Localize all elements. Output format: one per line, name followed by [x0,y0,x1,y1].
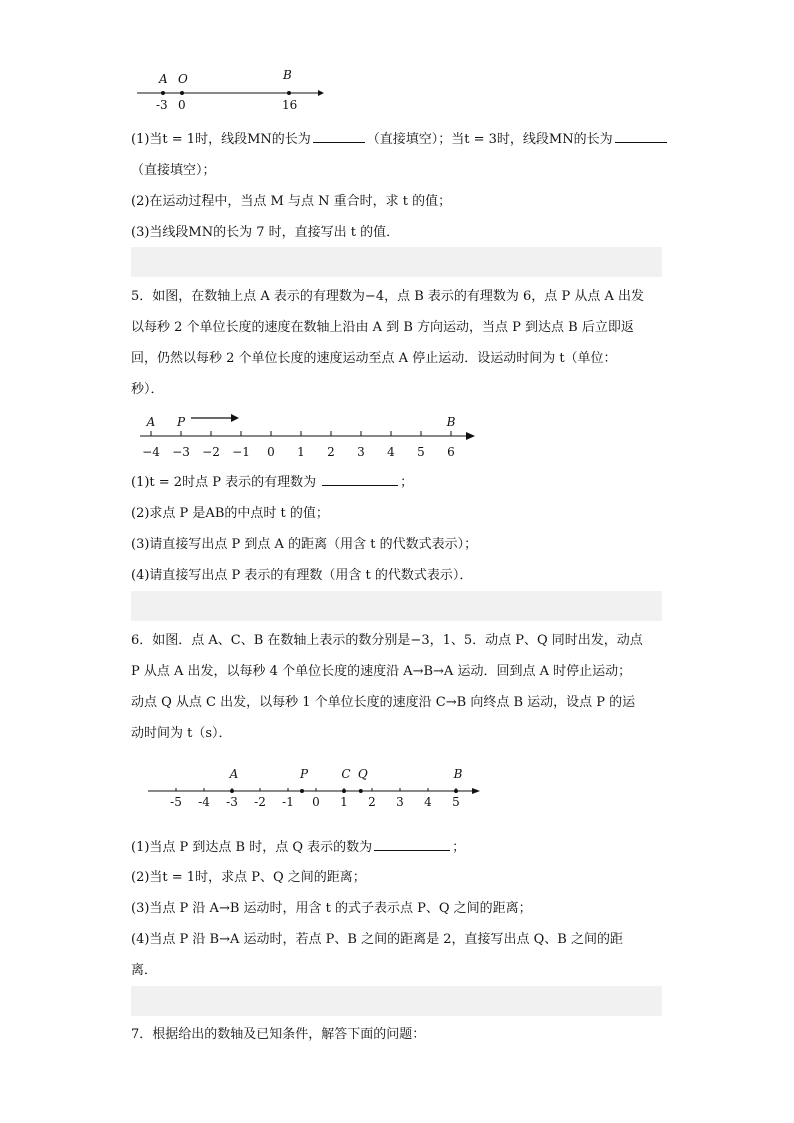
point-c [342,789,346,793]
tick-label: 3 [357,445,365,459]
q6-part-1 [131,838,671,857]
q7-stem-1 [131,1026,671,1044]
q4-p2-text: (2)在运动过程中，当点 M 与点 N 重合时，求 t 的值； [131,194,452,209]
tick-label: 4 [387,445,395,459]
tick-label: -5 [170,795,182,809]
tick-label: -1 [282,795,294,809]
q6-part-4-cont [131,962,671,980]
q5-text-3: 回，仍然以每秒 2 个单位长度的速度运动至点 A 停止运动．设运动时间为 t（单位： [131,351,617,366]
point-a [230,789,234,793]
q6-text-1: 6．如图．点 A、C、B 在数轴上表示的数分别是−3，1、5．动点 P、Q 同时出发，动点 [131,633,643,648]
tick-label: 3 [396,795,404,809]
label-b: B [283,68,292,82]
q4-p3-text: (3)当线段MN的长为 7 时，直接写出 t 的值． [131,225,400,240]
tick-label: 4 [424,795,432,809]
q4-p1-text-a: (1)当t = 1时，线段MN的长为 [131,132,311,147]
axis-arrow [472,788,480,794]
q4-p1-text-c: （直接填空）； [131,163,216,178]
q6-blank-1[interactable] [374,838,450,851]
tick-label-o: 0 [178,98,186,112]
q5-text-4: 秒）． [131,382,164,397]
tick-label: -3 [226,795,238,809]
q6-part-2 [131,869,671,887]
q5-p1-text-b: ； [400,475,414,490]
q6-answer-box[interactable] [131,986,662,1016]
q6-p1-text-a: (1)当点 P 到达点 B 时，点 Q 表示的数为 [131,840,373,855]
q5-p1-text-a: (1)t = 2时点 P 表示的有理数为 [131,475,317,490]
label-o: O [178,72,188,86]
tick-label: −1 [232,445,250,459]
q4-p1-text-b: （直接填空）；当t = 3时，线段MN的长为 [366,132,613,147]
tick-label: -4 [198,795,210,809]
tick-label-a: -3 [156,98,168,112]
q6-p1-text-b: ； [452,840,466,855]
q6-p4-text-a: (4)当点 P 沿 B→A 运动时，若点 P、B 之间的距离是 2，直接写出点 Q、B 之间的距 [131,932,623,947]
tick-label: 0 [267,445,275,459]
point-label-p: P [299,767,309,781]
q6-text-4: 动时间为 t（s）． [131,726,232,741]
q6-text-2: P 从点 A 出发，以每秒 4 个单位长度的速度沿 A→B→A 运动．回到点 A 时停止运动； [131,664,632,679]
point-b [454,789,458,793]
q6-text-3: 动点 Q 从点 C 出发，以每秒 1 个单位长度的速度沿 C→B 向终点 B 运动，设点 P 的运 [131,695,636,710]
point-label-b: B [446,415,456,429]
tick-label: −4 [142,445,160,459]
point-label-q: Q [357,767,368,781]
q5-p4-text: (4)请直接写出点 P 表示的有理数（用含 t 的代数式表示）． [131,568,473,583]
q6-part-3 [131,900,671,918]
q5-text-1: 5．如图，在数轴上点 A 表示的有理数为−4，点 B 表示的有理数为 6，点 P 从点 A 出发 [131,289,644,304]
q5-p3-text: (3)请直接写出点 P 到点 A 的距离（用含 t 的代数式表示）； [131,537,478,552]
q5-p2-text: (2)求点 P 是AB的中点时 t 的值； [131,506,329,521]
tick-label: 1 [340,795,348,809]
tick-label: 2 [327,445,335,459]
tick-label: −2 [202,445,220,459]
q7-text-1: 7．根据给出的数轴及已知条件，解答下面的问题： [131,1027,426,1042]
tick-label: 0 [312,795,320,809]
tick-label: 1 [297,445,305,459]
point-p [300,789,304,793]
label-a: A [159,72,168,86]
tick-label: −3 [172,445,190,459]
point-label-b: B [453,767,463,781]
tick-label: -2 [254,795,266,809]
q5-text-2: 以每秒 2 个单位长度的速度在数轴上沿由 A 到 B 方向运动，当点 P 到达点 B 后立即返 [131,320,634,335]
q6-p3-text: (3)当点 P 沿 A→B 运动时，用含 t 的式子表示点 P、Q 之间的距离； [131,901,532,916]
point-q [359,789,363,793]
tick-label: 5 [452,795,460,809]
q6-p4-text-b: 离． [131,963,158,978]
point-label-p: P [176,415,186,429]
q6-part-4 [131,931,671,949]
tick-label-b: 16 [282,98,298,112]
q6-p2-text: (2)当t = 1时，求点 P、Q 之间的距离； [131,870,366,885]
point-label-a: A [146,415,156,429]
tick-label: 6 [447,445,455,459]
tick-label: 5 [417,445,425,459]
tick-label: 2 [368,795,376,809]
point-label-c: C [341,767,351,781]
point-label-a: A [229,767,239,781]
